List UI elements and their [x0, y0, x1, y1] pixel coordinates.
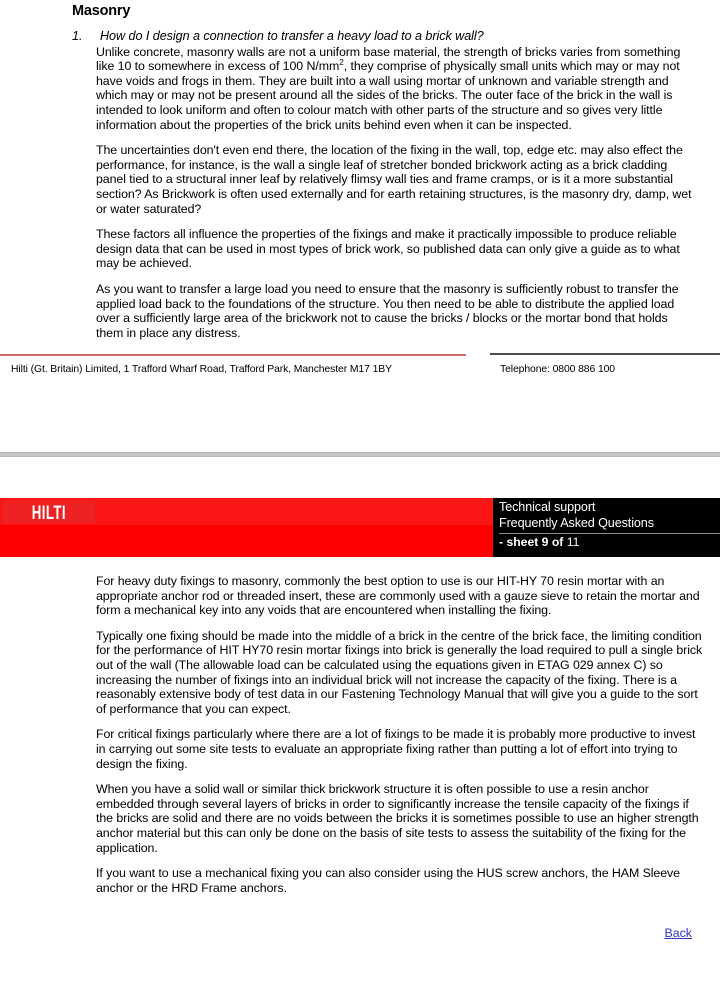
page-footer [0, 361, 710, 383]
paragraph: As you want to transfer a large load you need to ensure that the masonry is sufficiently robust to transfer the applied load back to the foundations of the structure. You then need to be able to distribute the applied load over a sufficiently large area of the brickwork not to cause the bricks / blocks or the mortar bond that holds them in place any distress. [96, 281, 679, 340]
paragraph: For critical fixings particularly where there are a lot of fixings to be made it is probably more productive to invest in carrying out some site tests to evaluate an appropriate fixing rather than putting a lot of effort into trying to design the fixing. [96, 727, 696, 771]
paragraph-text-part-1: Unlike concrete, masonry walls are not a uniform base material, the strength of bricks varies from something like 10 to somewhere in excess of 100 $N/mm^2$, they comprise of physically small units which may or may not have voids and frogs in them. They are built into a wall using mortar of unknown and variable strength and which may or may not be present around all the sides of the bricks. The outer face of the brick in the wall is intended to look uniform and often to colour match with other parts of the structure and so gives very little information about the properties of the brick units behind even when it can be inspected. [96, 44, 681, 132]
banner-line-faq: Frequently Asked Questions [499, 515, 654, 530]
question-text: How do I design a connection to transfer a heavy load to a brick wall? [100, 28, 484, 43]
paragraph [96, 45, 696, 133]
footer-rule-red [0, 354, 466, 356]
page-title: Masonry [72, 3, 131, 19]
page-two-body [0, 574, 720, 895]
paragraph: These factors all influence the properties of the fixings and make it practically impossible to produce reliable design data that can be used in most types of brick work, so published data can only give a guide as to what may be achieved. [96, 227, 680, 271]
paragraph: Typically one fixing should be made into the middle of a brick in the centre of the brick face, the limiting condition for the performance of HIT HY70 resin mortar fixings into brick is generally the load required to pull a single brick out of the wall (The allowable load can be calculated using the equations given in ETAG 029 annex C) so increasing the number of fixings into an individual brick will not increase the capacity of the fixing. There is a reasonably extensive body of test data in our Fastening Technology Manual that will give you a guide to the sort of performance that you can expect. [96, 628, 703, 716]
paragraph: If you want to use a mechanical fixing you can also consider using the HUS screw anchors, the HAM Sleeve anchor or the HRD Frame anchors. [96, 866, 680, 895]
banner-sheet-number [499, 535, 720, 550]
footer-divider [0, 351, 710, 361]
question-number: 1. [72, 28, 83, 43]
paragraph: When you have a solid wall or similar thick brickwork structure it is often possible to use a resin anchor embedded through several layers of bricks in order to significantly increase the tensile capacity of the fixings if the bricks are solid and there are no voids between the bricks it is sometimes possible to use an higher strength anchor material but this can only be done on the basis of site tests to assess the suitability of the fixing for the application. [96, 782, 699, 855]
paragraph: For heavy duty fixings to masonry, commonly the best option to use is our HIT-HY 70 resin mortar with an appropriate anchor rod or threaded insert, these are commonly used with a gauze sieve to retain the mortar and form a mechanical key into any voids that are encountered when installing the fixing. [96, 574, 700, 618]
numbered-question [0, 20, 710, 45]
sheet-prefix-label: - sheet 9 of [499, 535, 564, 549]
footer-rule-dark [490, 353, 720, 355]
document-page-one [0, 0, 720, 452]
banner-black-block [493, 498, 720, 557]
paragraph: The uncertainties don't even end there, the location of the fixing in the wall, top, edge etc. may also effect the performance, for instance, is the wall a single leaf of stretcher bonded brickwork acting as a brick cladding panel tied to a structural inner leaf by relatively flimsy wall ties and frame cramps, or is it a more substantial section? As Brickwork is often used externally and for earth retaining structures, is the masonry dry, damp, wet or water saturated? [96, 143, 692, 216]
banner-inner-divider [499, 533, 720, 534]
back-link[interactable]: Back [664, 926, 692, 941]
page-gap [0, 457, 720, 498]
footer-telephone: Telephone: 0800 886 100 [500, 364, 615, 376]
page-one-body [0, 45, 710, 341]
hilti-header-banner [0, 498, 720, 557]
hilti-logo [3, 501, 95, 523]
footer-address: Hilti (Gt. Britain) Limited, 1 Trafford Wharf Road, Trafford Park, Manchester M17 1BY [11, 364, 392, 376]
hilti-logo-text: HILTI [31, 501, 67, 523]
banner-line-technical-support: Technical support [499, 500, 596, 514]
document-page-two [0, 557, 720, 942]
banner-red-block [0, 498, 493, 557]
superscript-two: 2 [339, 57, 344, 68]
sheet-total-label: 11 [566, 535, 580, 549]
back-link-row [0, 906, 720, 942]
